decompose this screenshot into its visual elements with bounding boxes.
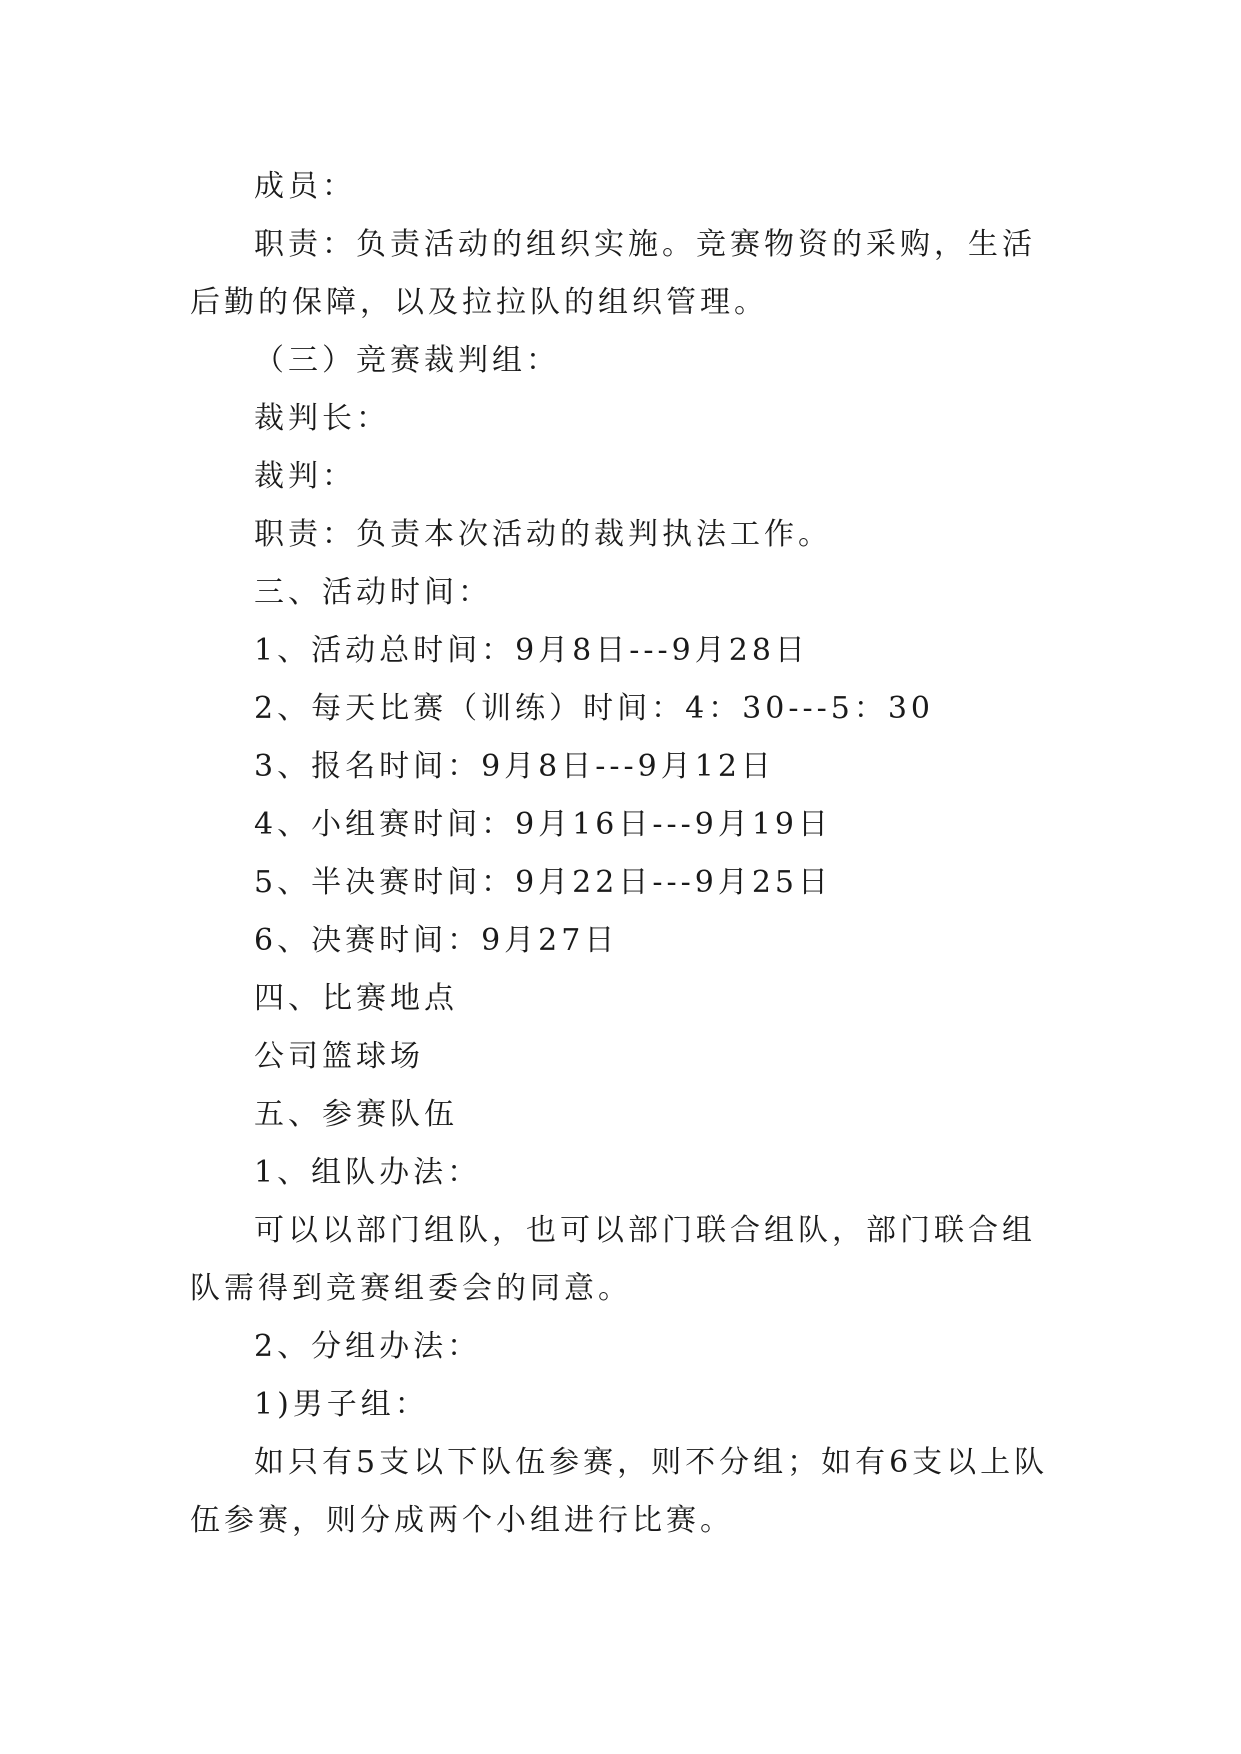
paragraph-venue-heading: 四、比赛地点 — [254, 981, 458, 1016]
paragraph-daily-time: 2、每天比赛（训练）时间：4：30---5：30 — [254, 691, 935, 726]
paragraph-activity-time-heading: 三、活动时间： — [254, 575, 492, 610]
paragraph-mens-group-rule: 如只有5支以下队伍参赛，则不分组；如有6支以上队伍参赛，则分成两个小组进行比赛。 — [190, 1445, 1049, 1538]
paragraph-chief-referee: 裁判长： — [254, 401, 390, 436]
paragraph-mens-group: 1)男子组： — [254, 1387, 429, 1422]
paragraph-referee: 裁判： — [254, 459, 356, 494]
paragraph-total-time: 1、活动总时间：9月8日---9月28日 — [254, 633, 809, 668]
paragraph-registration-time: 3、报名时间：9月8日---9月12日 — [254, 749, 775, 784]
paragraph-grouping-heading: 2、分组办法： — [254, 1329, 482, 1364]
paragraph-venue: 公司篮球场 — [254, 1039, 424, 1074]
paragraph-final-time: 6、决赛时间：9月27日 — [254, 923, 619, 958]
paragraph-teams-heading: 五、参赛队伍 — [254, 1097, 458, 1132]
paragraph-semifinal-time: 5、半决赛时间：9月22日---9月25日 — [254, 865, 833, 900]
document-body — [190, 158, 1055, 1550]
paragraph-referee-group-heading: （三）竞赛裁判组： — [254, 343, 560, 378]
paragraph-members: 成员： — [254, 169, 356, 204]
paragraph-duties-logistics: 职责：负责活动的组织实施。竞赛物资的采购，生活后勤的保障，以及拉拉队的组织管理。 — [190, 227, 1036, 320]
paragraph-duties-referee: 职责：负责本次活动的裁判执法工作。 — [254, 517, 832, 552]
paragraph-team-formation-heading: 1、组队办法： — [254, 1155, 482, 1190]
paragraph-group-stage-time: 4、小组赛时间：9月16日---9月19日 — [254, 807, 833, 842]
paragraph-team-formation: 可以以部门组队，也可以部门联合组队，部门联合组队需得到竞赛组委会的同意。 — [190, 1213, 1036, 1306]
